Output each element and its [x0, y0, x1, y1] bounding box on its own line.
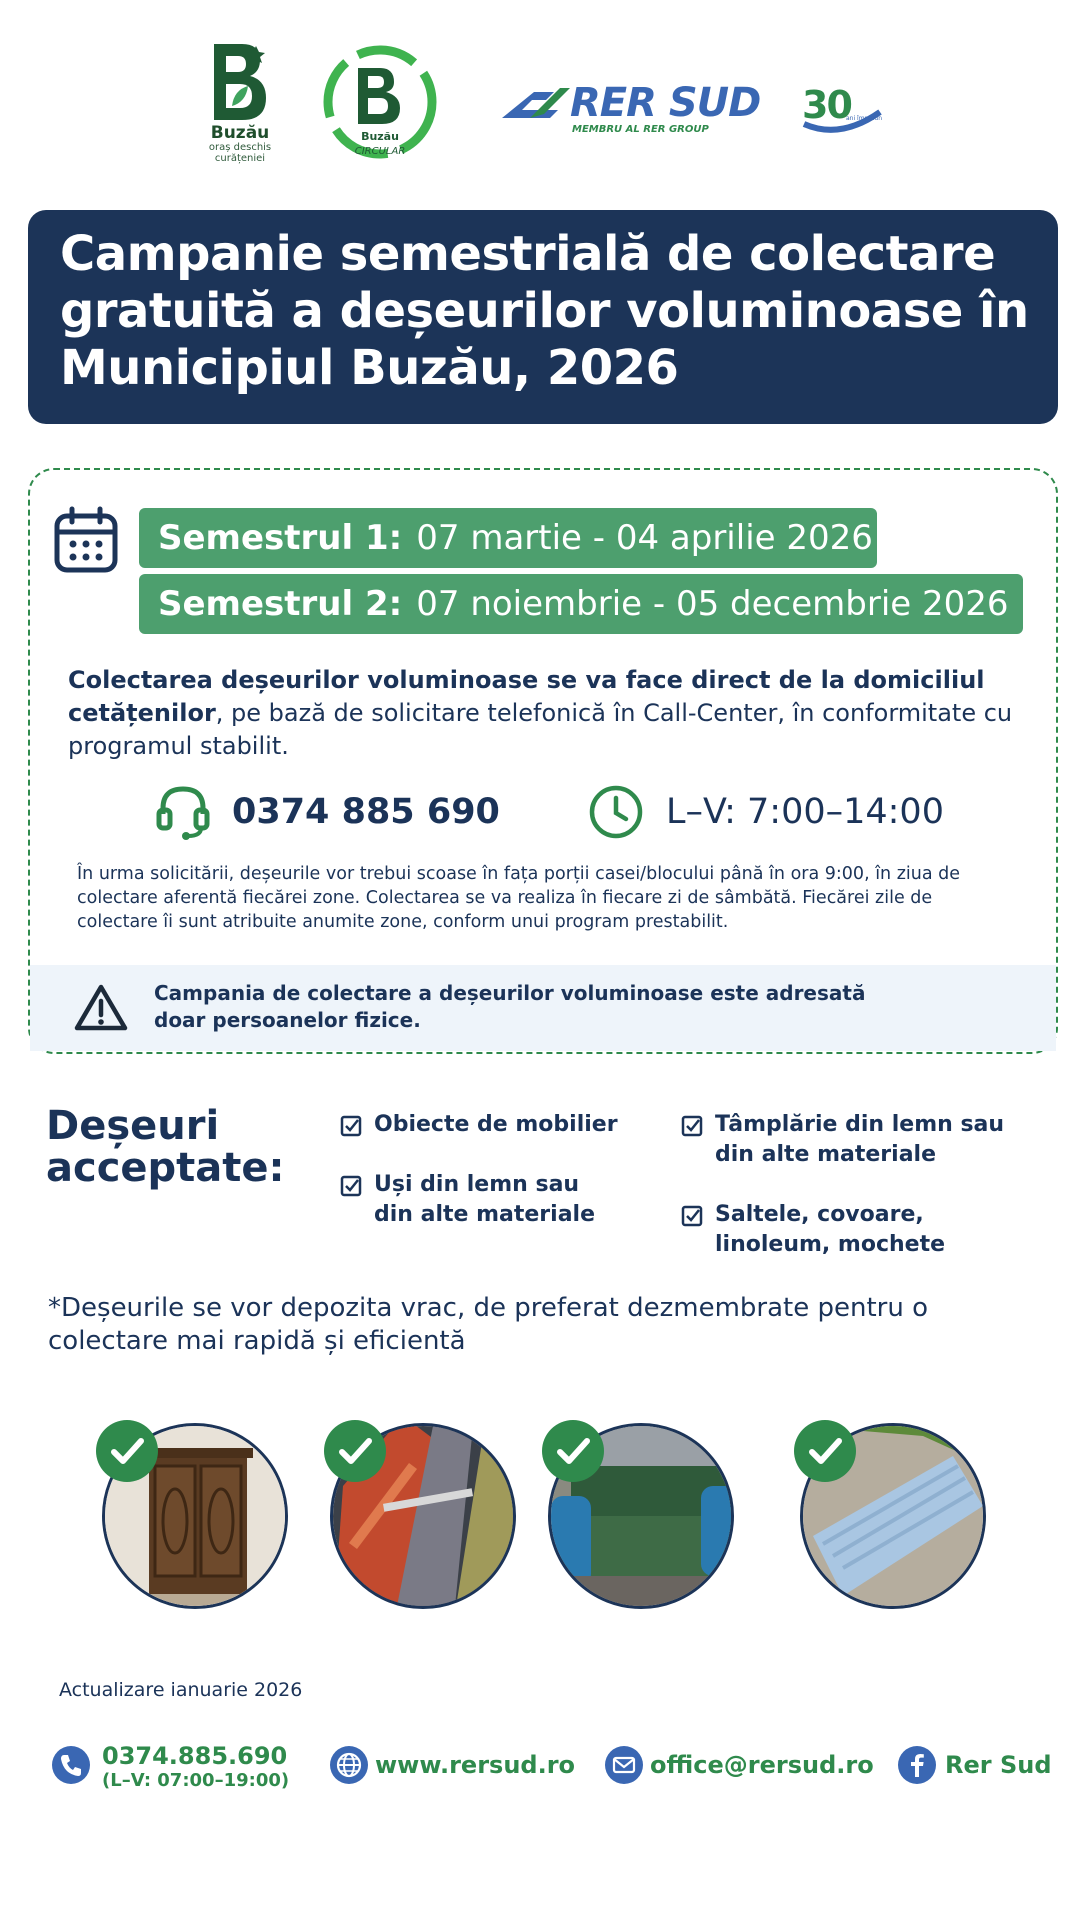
semester-2-label: Semestrul 2:: [158, 584, 403, 624]
accepted-item-doors: [340, 1170, 614, 1230]
rer-logo-name: RER SUD: [570, 80, 761, 126]
circular-logo-name: Buzău: [361, 130, 399, 143]
buzau-circular-logo: [320, 42, 440, 162]
collection-description-bold: Colectarea deșeurilor voluminoase se va face direct de la domiciliul cetățenilor: [68, 666, 985, 727]
rer-logo-tagline: MEMBRU AL RER GROUP: [572, 124, 709, 135]
semester-2-dates: 07 noiembrie - 05 decembrie 2026: [416, 584, 1009, 624]
semester-1-badge: [139, 508, 877, 568]
clock-icon: [588, 784, 644, 840]
check-badge-icon: [542, 1420, 604, 1482]
rer-sud-logo: [500, 74, 780, 144]
accepted-item-label: Obiecte de mobilier: [374, 1112, 618, 1137]
footer-website-link[interactable]: www.rersud.ro: [375, 1751, 576, 1779]
accepted-waste-title: [46, 1105, 285, 1189]
headset-icon: [156, 784, 210, 840]
accepted-item-furniture: [340, 1110, 674, 1140]
footer-email-link[interactable]: office@rersud.ro: [650, 1751, 874, 1779]
page-title: Campanie semestrială de colectare gratuită a deșeurilor voluminoase în Municipiul Buzău, 2026: [60, 226, 1029, 396]
warning-icon: [74, 983, 128, 1033]
anniv-number: 30: [802, 83, 851, 127]
footer-facebook-link[interactable]: Rer Sud: [945, 1751, 1052, 1779]
call-center-hours: L–V: 7:00–14:00: [666, 792, 944, 832]
collection-details: În urma solicitării, deșeurile vor trebui scoase în fața porții casei/blocului până în ora 9:00, în ziua de colectare aferentă fiecărei zone. Colectarea se va realiza în fiecare zi de sâmbătă. Fiecărei zile de colectare îi sunt atribuite anumite zone, conform unui program prestabilit.: [77, 864, 961, 932]
accepted-title-line-1: Deșeuri: [46, 1103, 220, 1149]
semester-1-label: Semestrul 1:: [158, 518, 403, 558]
circular-logo-sub: CIRCULAR: [354, 146, 406, 157]
accepted-item-joinery: [681, 1110, 1015, 1170]
call-center-phone[interactable]: 0374 885 690: [232, 792, 500, 832]
buzau-logo-tagline-2: curățeniei: [214, 153, 266, 164]
warning-text: Campania de colectare a deșeurilor voluminoase este adresată doar persoanelor fizice.: [154, 981, 866, 1032]
update-date: Actualizare ianuarie 2026: [59, 1679, 303, 1701]
check-badge-icon: [794, 1420, 856, 1482]
accepted-title-line-2: acceptate:: [46, 1145, 285, 1191]
calendar-icon: [54, 506, 118, 574]
check-badge-icon: [324, 1420, 386, 1482]
collection-description-rest: , pe bază de solicitare telefonică în Call-Center, în conformitate cu programul stabilit.: [68, 699, 1013, 760]
footer-phone[interactable]: 0374.885.690: [102, 1742, 288, 1770]
phone-icon: [52, 1746, 90, 1784]
buzau-b-icon: [208, 40, 272, 124]
buzau-logo-name: Buzău: [210, 123, 270, 143]
check-badge-icon: [96, 1420, 158, 1482]
accepted-item-label: Uși din lemn sau din alte materiale: [374, 1172, 595, 1227]
title-banner: [28, 210, 1058, 424]
accepted-item-label: Saltele, covoare, linoleum, mochete: [715, 1202, 946, 1257]
collection-description: [68, 664, 1028, 763]
globe-icon: [330, 1746, 368, 1784]
checkbox-icon: [340, 1115, 362, 1137]
footer-phone-hours: (L–V: 07:00–19:00): [102, 1770, 290, 1791]
accepted-item-label: Tâmplărie din lemn sau din alte materiale: [715, 1112, 1005, 1167]
buzau-logo: [200, 40, 280, 164]
checkbox-icon: [340, 1175, 362, 1197]
semester-2-badge: [139, 574, 1023, 634]
semester-1-dates: 07 martie - 04 aprilie 2026: [416, 518, 873, 558]
checkbox-icon: [681, 1205, 703, 1227]
mail-icon: [605, 1746, 643, 1784]
accepted-item-mattresses: [681, 1200, 975, 1260]
buzau-logo-tagline-1: oraș deschis: [208, 142, 272, 153]
anniversary-logo: [800, 78, 882, 138]
anniv-text: ani împreună: [846, 115, 882, 122]
storage-note: *Deșeurile se vor depozita vrac, de preferat dezmembrate pentru o colectare mai rapidă și eficientă: [48, 1293, 929, 1356]
checkbox-icon: [681, 1115, 703, 1137]
facebook-icon: [898, 1746, 936, 1784]
